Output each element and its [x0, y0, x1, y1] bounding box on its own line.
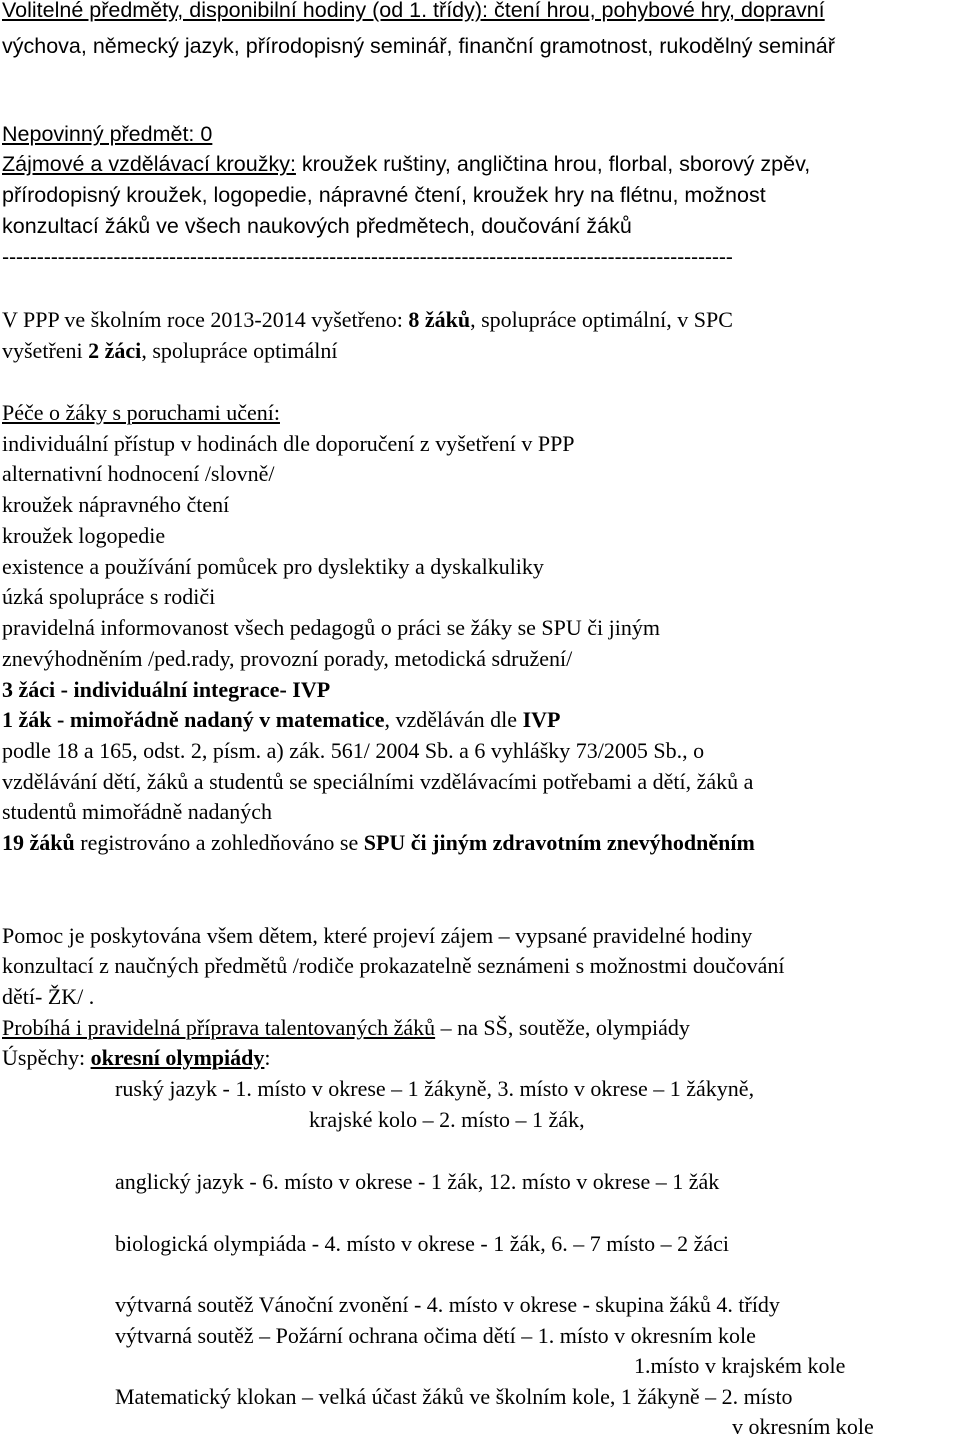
underlined-text: Péče o žáky s poruchami učení: [2, 400, 280, 425]
text-line-legal-ref-cont: vzdělávání dětí, žáků a studentů se speciálními vzdělávacími potřebami a dětí, žáků a [2, 769, 754, 794]
text-line-clubs-cont2: konzultací žáků ve všech naukových předmětech, doučování žáků [2, 214, 632, 238]
text-segment: vyšetřeni [2, 338, 89, 363]
list-item: alternativní hodnocení /slovně/ [2, 461, 275, 486]
underlined-text: Volitelné předměty, disponibilní hodiny (od 1. třídy): čtení hrou, pohybové hry, dopravní [2, 0, 825, 22]
result-art-fire: výtvarná soutěž – Požární ochrana očima dětí – 1. místo v okresním kole [115, 1323, 756, 1348]
text-line-ppp-exam [2, 309, 733, 331]
text-segment: – na SŠ, soutěže, olympiády [435, 1015, 690, 1040]
list-item: úzká spolupráce s rodiči [2, 584, 216, 609]
result-english: anglický jazyk - 6. místo v okrese - 1 žák, 12. místo v okrese – 1 žák [115, 1169, 720, 1194]
clubs-list: kroužek ruštiny, angličtina hrou, florbal, sborový zpěv, [295, 152, 811, 176]
underlined-text: Probíhá i pravidelná příprava talentovaných žáků [2, 1015, 436, 1040]
text-line-help: Pomoc je poskytována všem dětem, které projeví zájem – vypsané pravidelné hodiny [2, 923, 753, 948]
text-line-help-cont: konzultací z naučných předmětů /rodiče prokazatelně seznámeni s možnostmi doučování [2, 953, 785, 978]
bold-text: 8 žáků [408, 307, 471, 332]
text-segment: : [264, 1045, 271, 1070]
underlined-text: Nepovinný předmět: 0 [2, 122, 213, 146]
list-item: existence a používání pomůcek pro dyslektiky a dyskalkuliky [2, 554, 544, 579]
text-segment: V PPP ve školním roce 2013-2014 vyšetřeno: [2, 307, 409, 332]
text-line-elective-subjects-cont: výchova, německý jazyk, přírodopisný seminář, finanční gramotnost, rukodělný seminář [2, 34, 835, 58]
text-line-integration: 3 žáci - individuální integrace- IVP [2, 677, 331, 702]
list-item: kroužek logopedie [2, 523, 166, 548]
text-line-elective-subjects [2, 0, 825, 22]
bold-text: 19 žáků [2, 830, 75, 855]
result-biology: biologická olympiáda - 4. místo v okrese - 1 žák, 6. – 7 místo – 2 žáci [115, 1231, 730, 1256]
dashed-separator: --------------------------------------------------------------------------------------------------------- [2, 245, 733, 269]
text-line-clubs-cont: přírodopisný kroužek, logopedie, nápravné čtení, kroužek hry na flétnu, možnost [2, 183, 766, 207]
result-russian: ruský jazyk - 1. místo v okrese – 1 žákyně, 3. místo v okrese – 1 žákyně, [115, 1076, 755, 1101]
underlined-bold-text: okresní olympiády [90, 1045, 265, 1070]
text-line-optional-subject [2, 124, 212, 146]
text-segment: , o [682, 738, 705, 763]
list-item: kroužek nápravného čtení [2, 492, 230, 517]
text-line-talent [2, 1017, 690, 1039]
text-line-care-heading [2, 402, 280, 424]
result-russian-cont: krajské kolo – 2. místo – 1 žák, [309, 1107, 585, 1132]
bold-text: 1 žák - mimořádně nadaný v matematice [2, 707, 385, 732]
text-line-clubs [2, 154, 810, 176]
text-segment: , vzděláván dle [384, 707, 523, 732]
clubs-heading: Zájmové a vzdělávací kroužky: [2, 152, 296, 176]
result-math-kangaroo: Matematický klokan – velká účast žáků ve školním kole, 1 žákyně – 2. místo [115, 1384, 793, 1409]
text-segment: registrováno a zohledňováno se [74, 830, 364, 855]
text-line-legal-ref-cont2: studentů mimořádně nadaných [2, 799, 273, 824]
text-segment: Úspěchy: [2, 1045, 91, 1070]
list-item: pravidelná informovanost všech pedagogů o práci se žáky se SPU či jiným [2, 615, 661, 640]
result-art-fire-cont: 1.místo v krajském kole [634, 1353, 846, 1378]
list-item-cont: znevýhodněním /ped.rady, provozní porady, metodická sdružení/ [2, 646, 573, 671]
text-line-spc-exam [2, 340, 337, 362]
bold-text: 2 žáci [88, 338, 142, 363]
text-segment: , spolupráce optimální, v SPC [470, 307, 733, 332]
bold-text: IVP [522, 707, 561, 732]
text-segment: , spolupráce optimální [141, 338, 338, 363]
text-line-successes [2, 1047, 271, 1069]
list-item: individuální přístup v hodinách dle doporučení z vyšetření v PPP [2, 431, 575, 456]
text-line-help-cont2: dětí- ŽK/ . [2, 984, 95, 1009]
text-line-spu-registered [2, 832, 755, 854]
text-line-gifted [2, 709, 560, 731]
text-line-legal-ref [2, 740, 704, 762]
bold-text: SPU či jiným zdravotním znevýhodněním [363, 830, 755, 855]
result-art-christmas: výtvarná soutěž Vánoční zvonění - 4. místo v okrese - skupina žáků 4. třídy [115, 1292, 780, 1317]
text-segment: podle 18 a 165, odst. 2, písm. a) zák. 561/ 2004 Sb. a 6 vyhlášky 73/2005 Sb. [2, 738, 683, 763]
result-math-kangaroo-cont: v okresním kole [732, 1414, 874, 1439]
